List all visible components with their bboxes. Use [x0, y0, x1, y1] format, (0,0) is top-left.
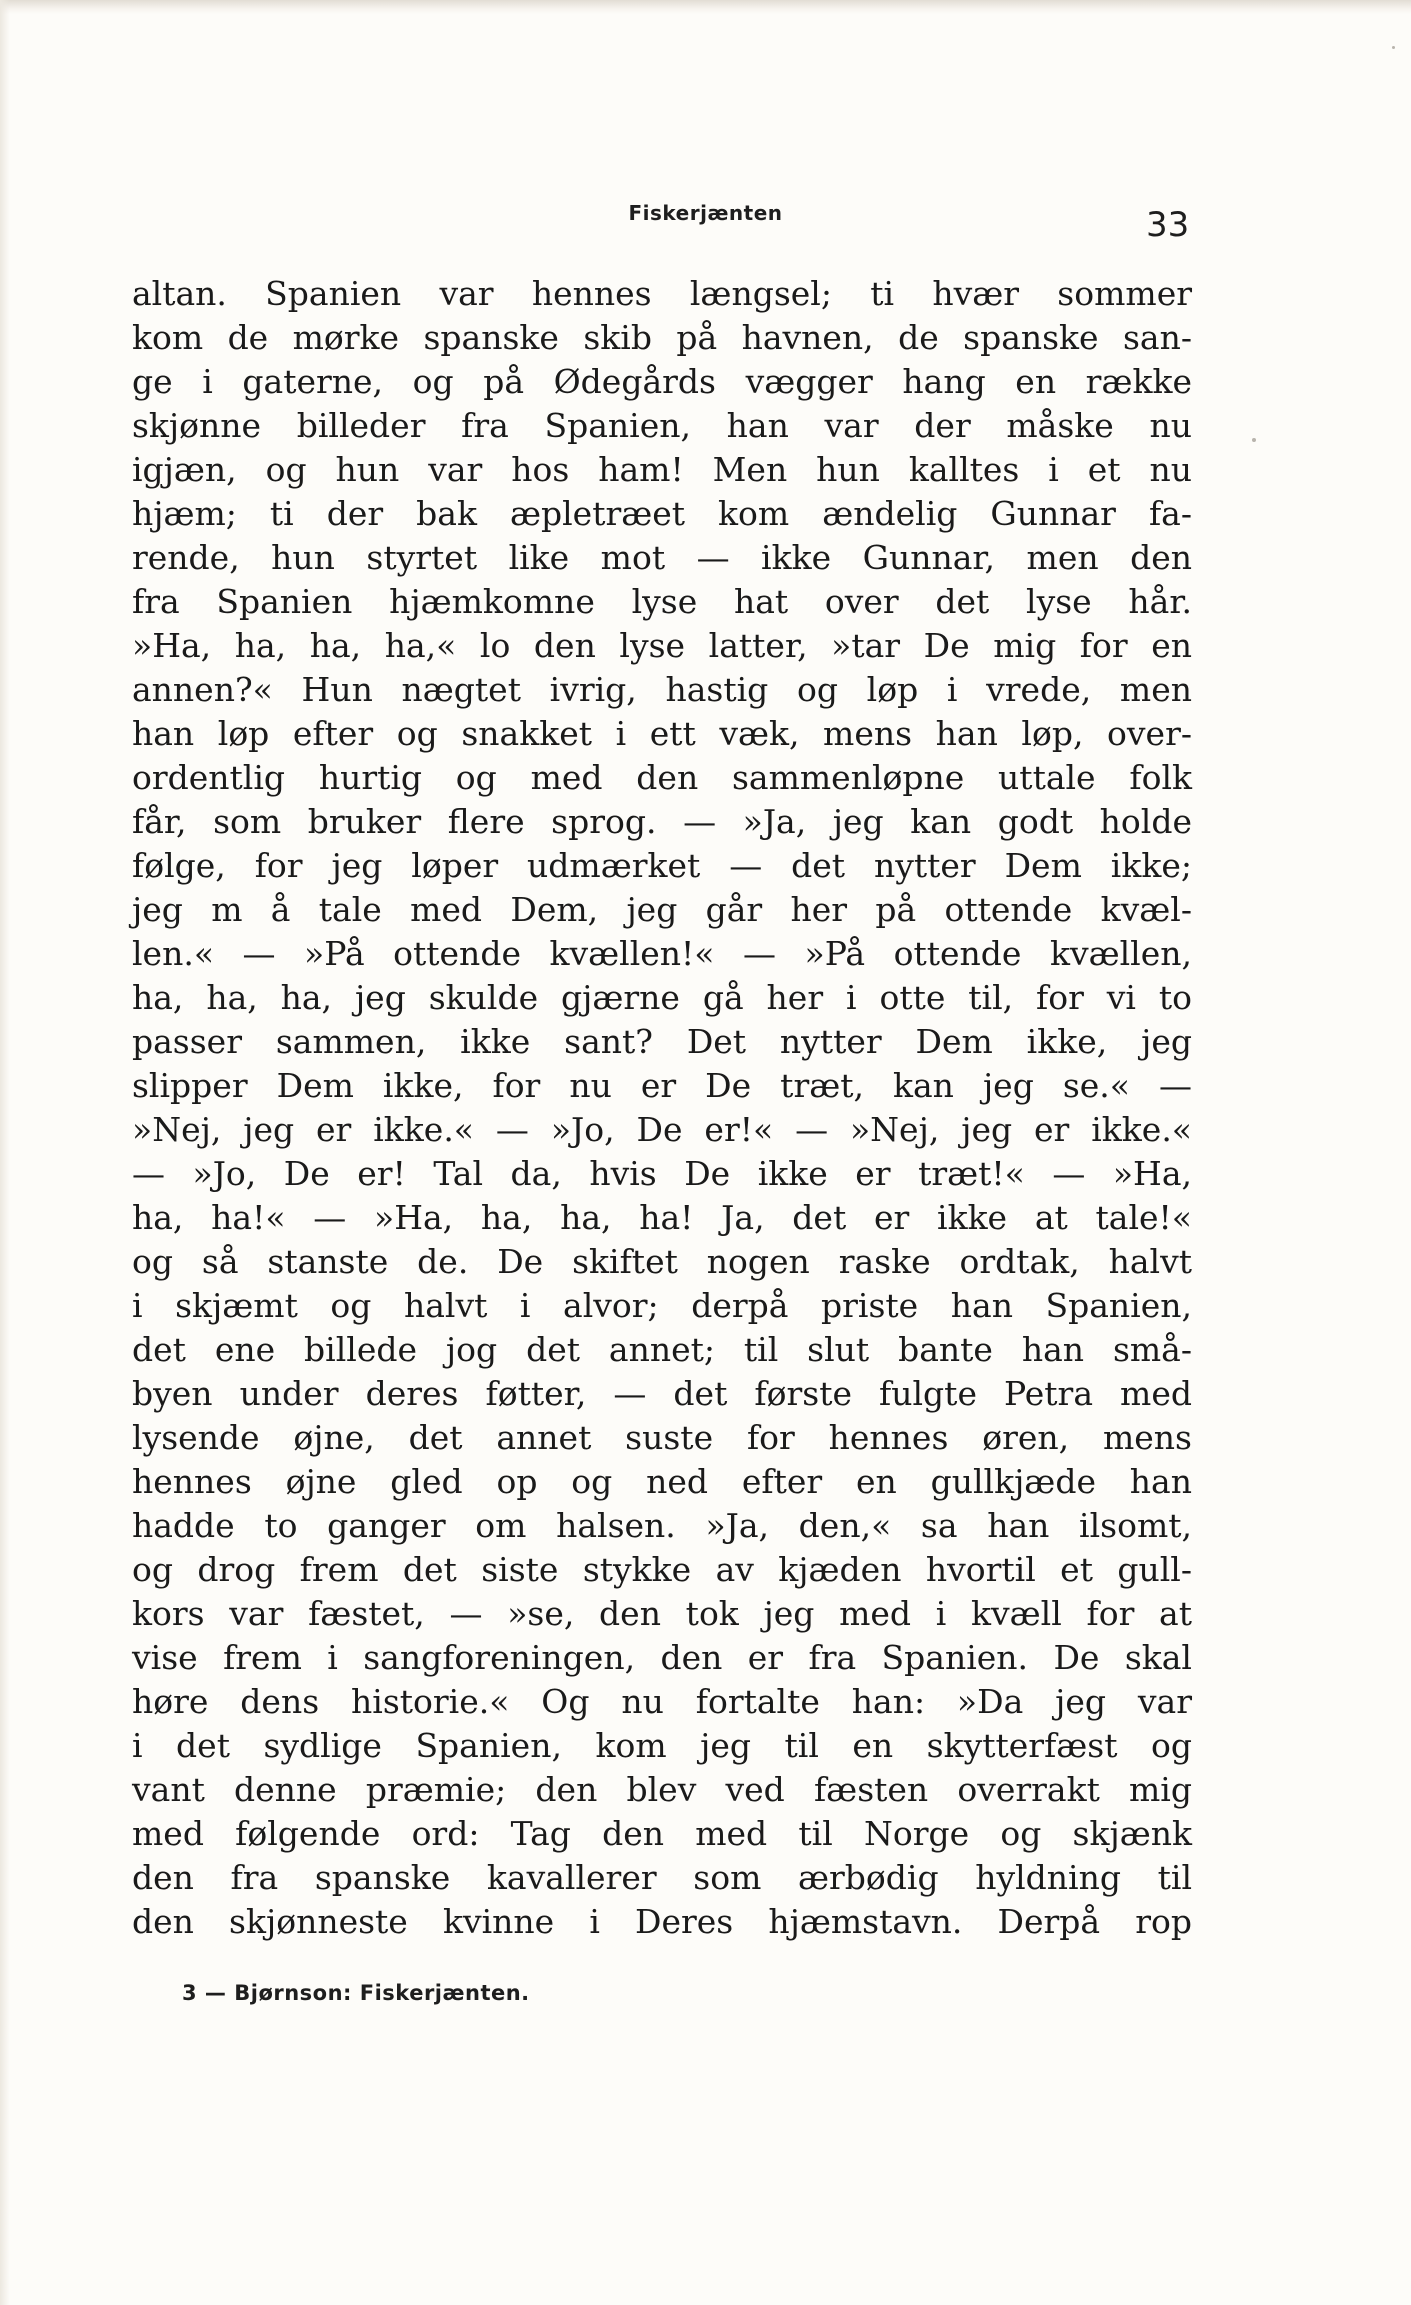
text-line: hjæm; ti der bak æpletræet kom ændelig Gunnar fa- — [132, 494, 1192, 533]
text-line: jeg m å tale med Dem, jeg går her på ottende kvæl- — [132, 890, 1192, 929]
text-line: høre dens historie.« Og nu fortalte han: »Da jeg var — [132, 1682, 1192, 1721]
text-line: altan. Spanien var hennes længsel; ti hvær sommer — [132, 274, 1192, 313]
text-line: hennes øjne gled op og ned efter en gullkjæde han — [132, 1462, 1192, 1501]
text-line: kors var fæstet, — »se, den tok jeg med i kvæll for at — [132, 1594, 1192, 1633]
text-line: rende, hun styrtet like mot — ikke Gunnar, men den — [132, 538, 1192, 577]
text-line: kom de mørke spanske skib på havnen, de spanske san- — [132, 318, 1192, 357]
text-line: skjønne billeder fra Spanien, han var der måske nu — [132, 406, 1192, 445]
text-line: ha, ha, ha, jeg skulde gjærne gå her i otte til, for vi to — [132, 978, 1192, 1017]
text-line: får, som bruker flere sprog. — »Ja, jeg kan godt holde — [132, 802, 1192, 841]
text-line: vant denne præmie; den blev ved fæsten overrakt mig — [132, 1770, 1192, 1809]
text-line: lysende øjne, det annet suste for hennes øren, mens — [132, 1418, 1192, 1457]
text-line: — »Jo, De er! Tal da, hvis De ikke er træt!« — »Ha, — [132, 1154, 1192, 1193]
text-line: han løp efter og snakket i ett væk, mens han løp, over- — [132, 714, 1192, 753]
text-line: hadde to ganger om halsen. »Ja, den,« sa han ilsomt, — [132, 1506, 1192, 1545]
page-number: 33 — [1146, 205, 1190, 245]
text-line: fra Spanien hjæmkomne lyse hat over det lyse hår. — [132, 582, 1192, 621]
text-line: følge, for jeg løper udmærket — det nytter Dem ikke; — [132, 846, 1192, 885]
text-line: »Nej, jeg er ikke.« — »Jo, De er!« — »Nej, jeg er ikke.« — [132, 1110, 1192, 1149]
text-line: med følgende ord: Tag den med til Norge og skjænk — [132, 1814, 1192, 1853]
text-line: i det sydlige Spanien, kom jeg til en skytterfæst og — [132, 1726, 1192, 1765]
text-line: slipper Dem ikke, for nu er De træt, kan jeg se.« — — [132, 1066, 1192, 1105]
paper-speck — [1392, 46, 1395, 49]
text-line: og drog frem det siste stykke av kjæden hvortil et gull- — [132, 1550, 1192, 1589]
text-line: ordentlig hurtig og med den sammenløpne uttale folk — [132, 758, 1192, 797]
text-line: »Ha, ha, ha, ha,« lo den lyse latter, »tar De mig for en — [132, 626, 1192, 665]
text-line: byen under deres føtter, — det første fulgte Petra med — [132, 1374, 1192, 1413]
text-line: len.« — »På ottende kvællen!« — »På ottende kvællen, — [132, 934, 1192, 973]
text-line: igjæn, og hun var hos ham! Men hun kalltes i et nu — [132, 450, 1192, 489]
text-line: og så stanste de. De skiftet nogen raske ordtak, halvt — [132, 1242, 1192, 1281]
page-top-edge — [0, 0, 1411, 14]
text-line: i skjæmt og halvt i alvor; derpå priste han Spanien, — [132, 1286, 1192, 1325]
text-line: vise frem i sangforeningen, den er fra Spanien. De skal — [132, 1638, 1192, 1677]
text-line: annen?« Hun nægtet ivrig, hastig og løp i vrede, men — [132, 670, 1192, 709]
page-left-edge — [0, 0, 10, 2305]
paper-speck — [1252, 438, 1256, 442]
text-line: ge i gaterne, og på Ødegårds vægger hang en række — [132, 362, 1192, 401]
body-text — [132, 272, 1192, 1944]
text-line: den fra spanske kavallerer som ærbødig hyldning til — [132, 1858, 1192, 1897]
text-line: ha, ha!« — »Ha, ha, ha, ha! Ja, det er ikke at tale!« — [132, 1198, 1192, 1237]
text-line: det ene billede jog det annet; til slut bante han små- — [132, 1330, 1192, 1369]
text-line: den skjønneste kvinne i Deres hjæmstavn. Derpå rop — [132, 1902, 1192, 1941]
text-line: passer sammen, ikke sant? Det nytter Dem ikke, jeg — [132, 1022, 1192, 1061]
footer-signature: 3 — Bjørnson: Fiskerjænten. — [182, 1981, 530, 2005]
running-title: Fiskerjænten — [628, 201, 783, 225]
